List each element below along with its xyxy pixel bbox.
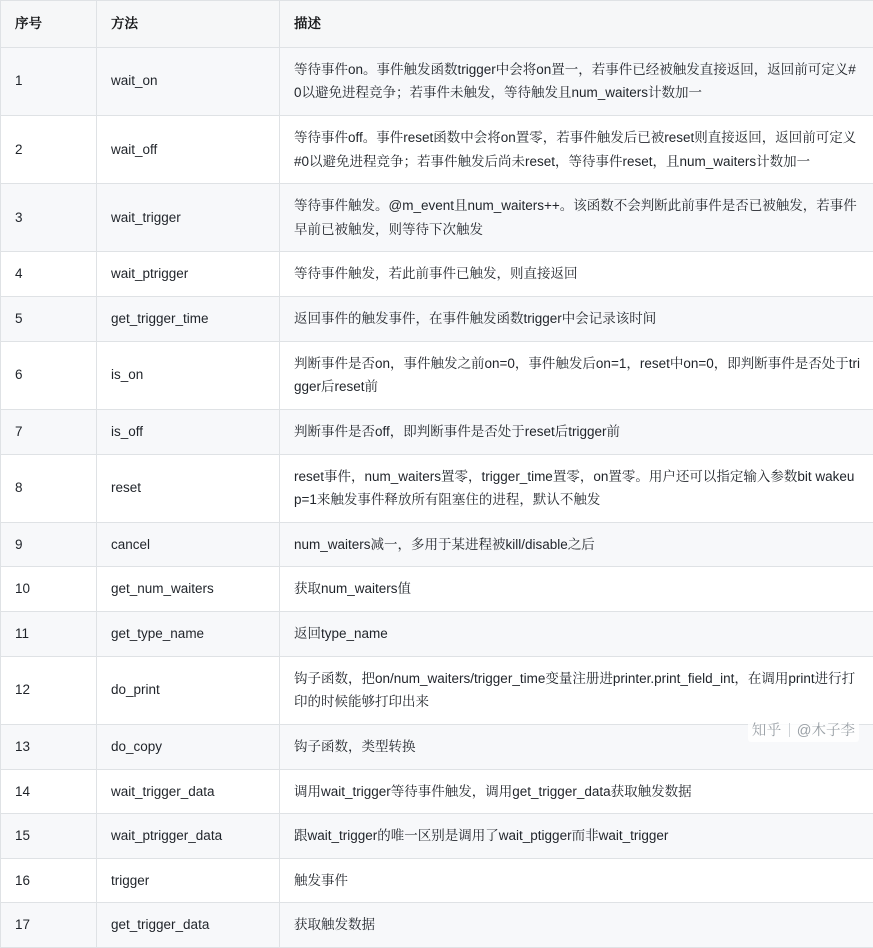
table-row xyxy=(1,567,873,612)
cell-method: reset xyxy=(97,454,280,522)
cell-description: 触发事件 xyxy=(280,858,873,903)
table-row xyxy=(1,454,873,522)
cell-description: 调用wait_trigger等待事件触发，调用get_trigger_data获取触发数据 xyxy=(280,769,873,814)
table-body xyxy=(1,47,873,947)
table-row xyxy=(1,769,873,814)
cell-description: 等待事件off。事件reset函数中会将on置零，若事件触发后已被reset则直接返回，返回前可定义#0以避免进程竞争；若事件触发后尚未reset，等待事件reset，且num_waiters计数加一 xyxy=(280,115,873,183)
column-header-method: 方法 xyxy=(97,1,280,48)
cell-description: 等待事件触发，若此前事件已触发，则直接返回 xyxy=(280,252,873,297)
cell-index: 6 xyxy=(1,341,97,409)
watermark-author: @木子李 xyxy=(797,719,855,740)
table-row xyxy=(1,115,873,183)
table-row xyxy=(1,724,873,769)
cell-description: 返回type_name xyxy=(280,612,873,657)
cell-method: get_type_name xyxy=(97,612,280,657)
table-row xyxy=(1,522,873,567)
table-header xyxy=(1,1,873,48)
cell-index: 4 xyxy=(1,252,97,297)
cell-description: reset事件，num_waiters置零，trigger_time置零，on置零。用户还可以指定输入参数bit wakeup=1来触发事件释放所有阻塞住的进程，默认不触发 xyxy=(280,454,873,522)
cell-index: 15 xyxy=(1,814,97,859)
cell-index: 5 xyxy=(1,297,97,342)
cell-method: wait_off xyxy=(97,115,280,183)
cell-index: 14 xyxy=(1,769,97,814)
table-row xyxy=(1,341,873,409)
table-header-row xyxy=(1,1,873,48)
cell-method: get_trigger_time xyxy=(97,297,280,342)
cell-index: 16 xyxy=(1,858,97,903)
cell-index: 12 xyxy=(1,656,97,724)
cell-method: trigger xyxy=(97,858,280,903)
table-row xyxy=(1,184,873,252)
table-row xyxy=(1,903,873,948)
table-row xyxy=(1,858,873,903)
cell-description: 跟wait_trigger的唯一区别是调用了wait_ptigger而非wait_trigger xyxy=(280,814,873,859)
table-row xyxy=(1,297,873,342)
cell-index: 13 xyxy=(1,724,97,769)
cell-description: 等待事件on。事件触发函数trigger中会将on置一，若事件已经被触发直接返回，返回前可定义#0以避免进程竞争；若事件未触发，等待触发且num_waiters计数加一 xyxy=(280,47,873,115)
cell-method: do_copy xyxy=(97,724,280,769)
cell-method: get_trigger_data xyxy=(97,903,280,948)
cell-index: 1 xyxy=(1,47,97,115)
column-header-index: 序号 xyxy=(1,1,97,48)
cell-index: 7 xyxy=(1,409,97,454)
cell-method: get_num_waiters xyxy=(97,567,280,612)
cell-description: 等待事件触发。@m_event且num_waiters++。该函数不会判断此前事件是否已被触发，若事件早前已被触发，则等待下次触发 xyxy=(280,184,873,252)
cell-method: is_off xyxy=(97,409,280,454)
cell-description: 获取num_waiters值 xyxy=(280,567,873,612)
cell-description: 返回事件的触发事件，在事件触发函数trigger中会记录该时间 xyxy=(280,297,873,342)
table-row xyxy=(1,47,873,115)
cell-description: 判断事件是否off，即判断事件是否处于reset后trigger前 xyxy=(280,409,873,454)
cell-index: 2 xyxy=(1,115,97,183)
cell-method: wait_ptrigger xyxy=(97,252,280,297)
table-row xyxy=(1,409,873,454)
column-header-description: 描述 xyxy=(280,1,873,48)
cell-method: wait_trigger_data xyxy=(97,769,280,814)
zhihu-logo-icon: 知乎 xyxy=(752,719,782,740)
cell-index: 11 xyxy=(1,612,97,657)
cell-method: is_on xyxy=(97,341,280,409)
cell-index: 17 xyxy=(1,903,97,948)
cell-method: wait_ptrigger_data xyxy=(97,814,280,859)
cell-index: 10 xyxy=(1,567,97,612)
cell-method: cancel xyxy=(97,522,280,567)
table-row xyxy=(1,252,873,297)
table-row xyxy=(1,612,873,657)
cell-method: do_print xyxy=(97,656,280,724)
cell-description: 钩子函数，类型转换 xyxy=(280,724,873,769)
cell-description: 钩子函数，把on/num_waiters/trigger_time变量注册进printer.print_field_int，在调用print进行打印的时候能够打印出来 xyxy=(280,656,873,724)
cell-method: wait_on xyxy=(97,47,280,115)
cell-description: 判断事件是否on，事件触发之前on=0，事件触发后on=1，reset中on=0，即判断事件是否处于trigger后reset前 xyxy=(280,341,873,409)
table-row xyxy=(1,814,873,859)
cell-index: 8 xyxy=(1,454,97,522)
cell-description: num_waiters减一，多用于某进程被kill/disable之后 xyxy=(280,522,873,567)
table-row xyxy=(1,656,873,724)
cell-index: 3 xyxy=(1,184,97,252)
cell-method: wait_trigger xyxy=(97,184,280,252)
cell-description: 获取触发数据 xyxy=(280,903,873,948)
cell-index: 9 xyxy=(1,522,97,567)
